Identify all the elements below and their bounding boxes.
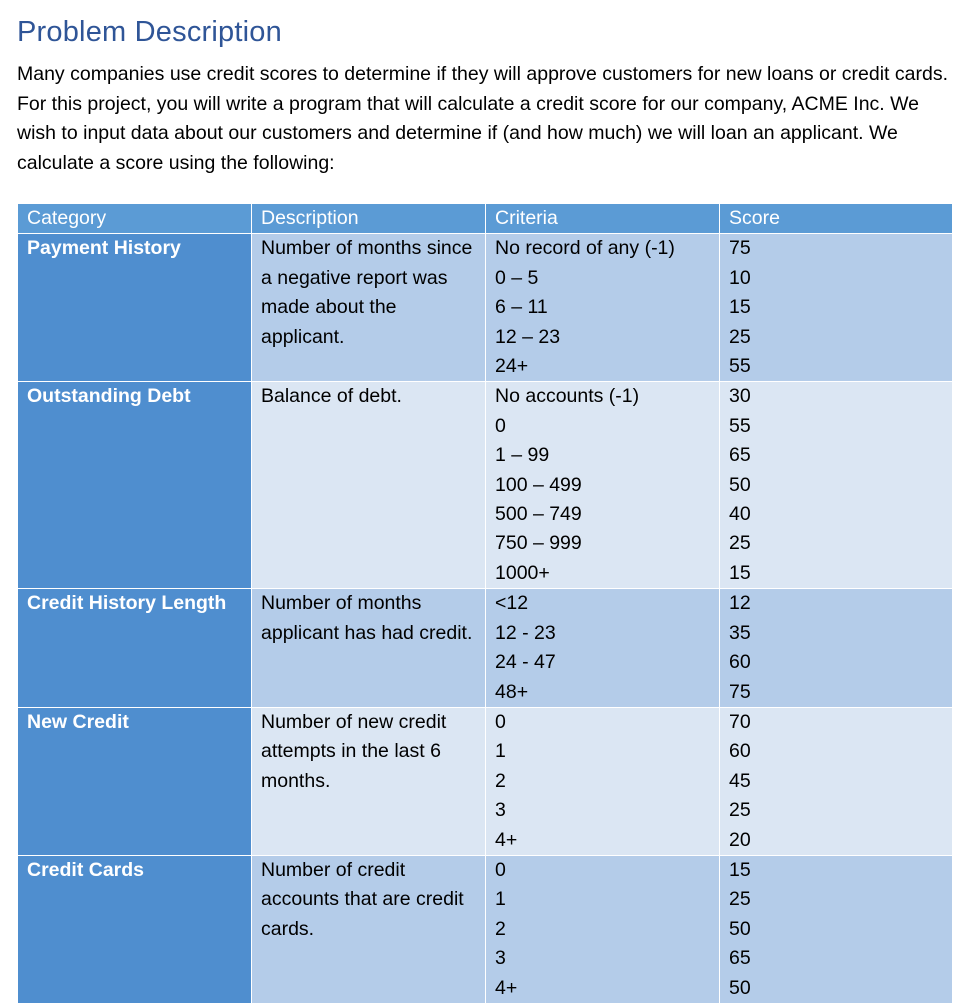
score-value: 25 xyxy=(729,799,751,822)
description-cell: Number of months applicant has had credit. xyxy=(252,589,486,708)
criteria-item: 6 – 11 xyxy=(495,296,548,319)
table-row xyxy=(18,382,953,589)
criteria-item: 4+ xyxy=(495,976,518,999)
score-value: 20 xyxy=(729,828,751,851)
score-value: 25 xyxy=(729,325,751,348)
score-cell xyxy=(720,234,953,382)
score-value: 60 xyxy=(729,740,751,763)
category-cell: Credit History Length xyxy=(18,589,252,708)
criteria-cell xyxy=(486,855,720,1003)
criteria-item: No accounts (-1) xyxy=(495,385,640,408)
criteria-item: 2 xyxy=(495,917,506,940)
criteria-item: 3 xyxy=(495,947,506,970)
category-cell: Credit Cards xyxy=(18,855,252,1003)
credit-score-table xyxy=(17,203,953,1004)
score-value: 70 xyxy=(729,710,751,733)
score-value: 35 xyxy=(729,621,751,644)
category-cell: Outstanding Debt xyxy=(18,382,252,589)
criteria-item: 4+ xyxy=(495,828,518,851)
score-cell xyxy=(720,707,953,855)
criteria-cell xyxy=(486,382,720,589)
header-description: Description xyxy=(252,204,486,234)
score-value: 75 xyxy=(729,680,751,703)
score-cell xyxy=(720,382,953,589)
criteria-item: 1 – 99 xyxy=(495,444,550,467)
criteria-item: 1000+ xyxy=(495,561,550,584)
category-cell: New Credit xyxy=(18,707,252,855)
score-value: 50 xyxy=(729,917,751,940)
score-value: 55 xyxy=(729,355,751,378)
criteria-item: 2 xyxy=(495,769,506,792)
score-value: 60 xyxy=(729,651,751,674)
table-row xyxy=(18,855,953,1003)
header-criteria: Criteria xyxy=(486,204,720,234)
criteria-item: 0 xyxy=(495,858,506,881)
score-cell xyxy=(720,589,953,708)
score-value: 65 xyxy=(729,444,751,467)
criteria-cell xyxy=(486,589,720,708)
criteria-cell xyxy=(486,707,720,855)
table-row xyxy=(18,589,953,708)
table-header-row xyxy=(18,204,953,234)
score-value: 15 xyxy=(729,296,751,319)
criteria-item: 750 – 999 xyxy=(495,532,582,555)
page-title: Problem Description xyxy=(17,16,282,48)
criteria-item: 500 – 749 xyxy=(495,503,582,526)
score-value: 75 xyxy=(729,237,751,260)
score-cell xyxy=(720,855,953,1003)
criteria-item: 12 - 23 xyxy=(495,621,556,644)
score-value: 10 xyxy=(729,266,751,289)
criteria-item: 0 xyxy=(495,414,506,437)
criteria-item: 12 – 23 xyxy=(495,325,561,348)
criteria-item: 48+ xyxy=(495,680,529,703)
score-value: 25 xyxy=(729,888,751,911)
header-score: Score xyxy=(720,204,953,234)
description-cell: Number of new credit attempts in the last 6 months. xyxy=(252,707,486,855)
description-cell: Balance of debt. xyxy=(252,382,486,589)
score-value: 12 xyxy=(729,592,751,615)
criteria-item: 24 - 47 xyxy=(495,651,556,674)
table-row xyxy=(18,707,953,855)
criteria-item: 0 – 5 xyxy=(495,266,539,289)
description-cell: Number of credit accounts that are credit cards. xyxy=(252,855,486,1003)
header-category: Category xyxy=(18,204,252,234)
criteria-item: 3 xyxy=(495,799,506,822)
score-value: 50 xyxy=(729,473,751,496)
category-cell: Payment History xyxy=(18,234,252,382)
criteria-item: No record of any (-1) xyxy=(495,237,675,260)
description-cell: Number of months since a negative report was made about the applicant. xyxy=(252,234,486,382)
score-value: 45 xyxy=(729,769,751,792)
score-value: 40 xyxy=(729,503,751,526)
score-value: 65 xyxy=(729,947,751,970)
score-value: 25 xyxy=(729,532,751,555)
criteria-cell xyxy=(486,234,720,382)
table-row xyxy=(18,234,953,382)
intro-paragraph: Many companies use credit scores to determine if they will approve customers for new loans or credit cards. For this project, you will write a program that will calculate a credit score for our company, ACME Inc. We wish to input data about our customers and determine if (and how much) we will loan an applicant. We calculate a score using the following: xyxy=(17,63,948,174)
criteria-item: 24+ xyxy=(495,355,529,378)
score-value: 15 xyxy=(729,561,751,584)
criteria-item: 1 xyxy=(495,740,506,763)
criteria-item: 1 xyxy=(495,888,506,911)
criteria-item: 100 – 499 xyxy=(495,473,582,496)
score-value: 50 xyxy=(729,976,751,999)
score-value: 55 xyxy=(729,414,751,437)
criteria-item: <12 xyxy=(495,592,529,615)
criteria-item: 0 xyxy=(495,710,506,733)
score-value: 30 xyxy=(729,385,751,408)
score-value: 15 xyxy=(729,858,751,881)
